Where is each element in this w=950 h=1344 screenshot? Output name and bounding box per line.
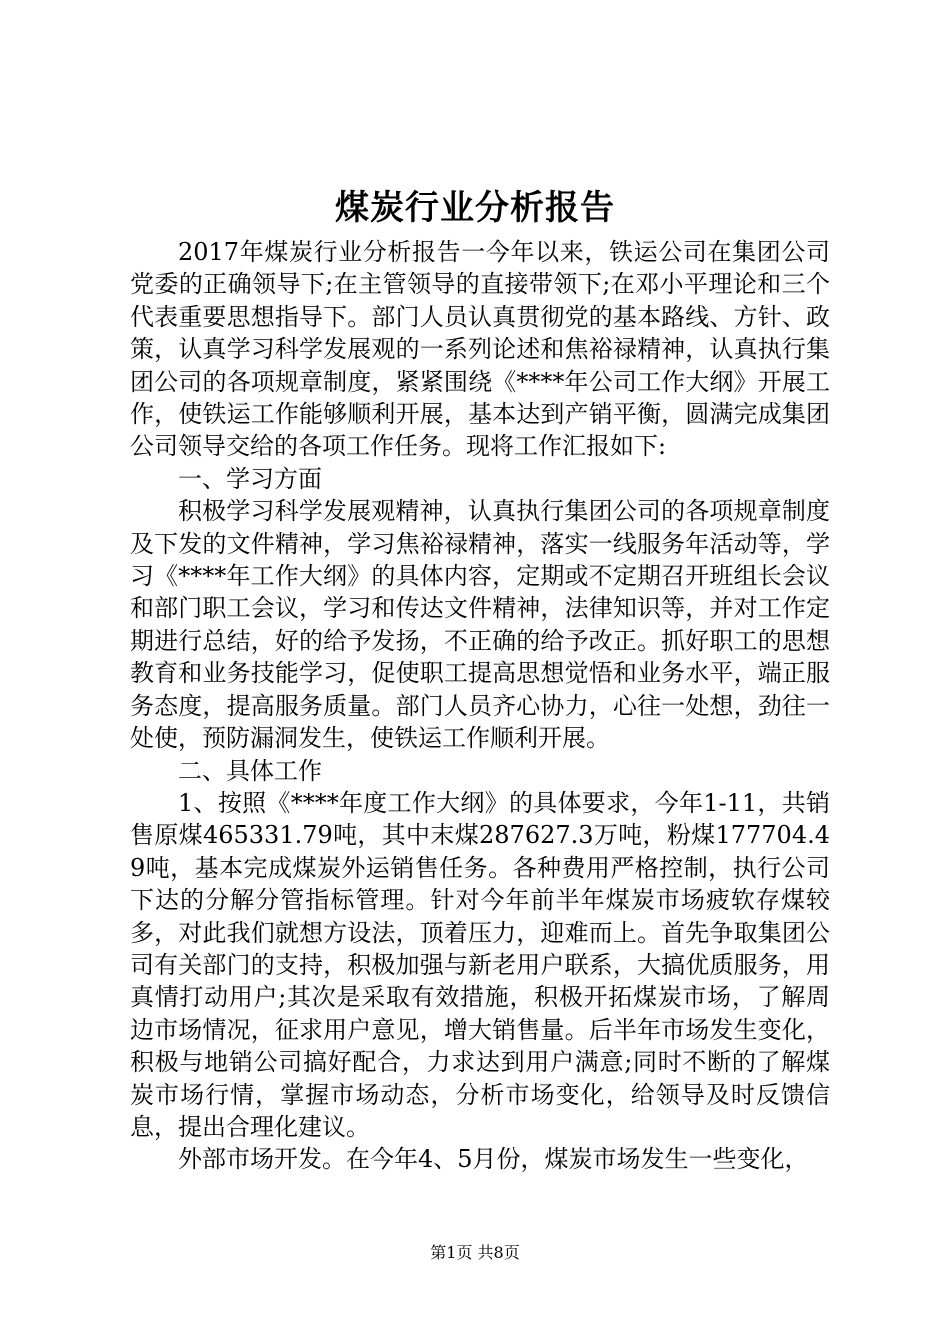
section-heading-work: 二、具体工作	[178, 756, 322, 785]
paragraph-work-1: 1、按照《****年度工作大纲》的具体要求，今年1-11，共销售原煤465331.79吨，其中末煤287627.3万吨，粉煤177704.49吨，基本完成煤炭外运销售任务。各种费用严格控制，执行公司下达的分解分管指标管理。针对今年前半年煤炭市场疲软存煤较多，对此我们就想方设法，顶着压力，迎难而上。首先争取集团公司有关部门的支持，积极加强与新老用户联系，大搞优质服务，用真情打动用户;其次是采取有效措施，积极开拓煤炭市场，了解周边市场情况，征求用户意见，增大销售量。后半年市场发生变化，积极与地销公司搞好配合，力求达到用户满意;同时不断的了解煤炭市场行情，掌握市场动态，分析市场变化，给领导及时反馈信息，提出合理化建议。	[130, 788, 830, 1141]
document-title: 煤炭行业分析报告	[335, 188, 615, 228]
paragraph-intro: 2017年煤炭行业分析报告一今年以来，铁运公司在集团公司党委的正确领导下;在主管领导的直接带领下;在邓小平理论和三个代表重要思想指导下。部门人员认真贯彻党的基本路线、方针、政策，认真学习科学发展观的一系列论述和焦裕禄精神，认真执行集团公司的各项规章制度，紧紧围绕《****年公司工作大纲》开展工作，使铁运工作能够顺利开展，基本达到产销平衡，圆满完成集团公司领导交给的各项工作任务。现将工作汇报如下:	[130, 238, 830, 461]
document-body	[130, 236, 830, 1176]
section-heading-study: 一、学习方面	[178, 464, 322, 493]
paragraph-market: 外部市场开发。在今年4、5月份，煤炭市场发生一些变化，	[178, 1145, 809, 1174]
paragraph-study: 积极学习科学发展观精神，认真执行集团公司的各项规章制度及下发的文件精神，学习焦裕禄精神，落实一线服务年活动等，学习《****年工作大纲》的具体内容，定期或不定期召开班组长会议和部门职工会议，学习和传达文件精神，法律知识等，并对工作定期进行总结，好的给予发扬，不正确的给予改正。抓好职工的思想教育和业务技能学习，促使职工提高思想觉悟和业务水平，端正服务态度，提高服务质量。部门人员齐心协力，心往一处想，劲往一处使，预防漏洞发生，使铁运工作顺利开展。	[130, 497, 830, 753]
page-number: 第1页 共8页	[430, 1243, 520, 1262]
